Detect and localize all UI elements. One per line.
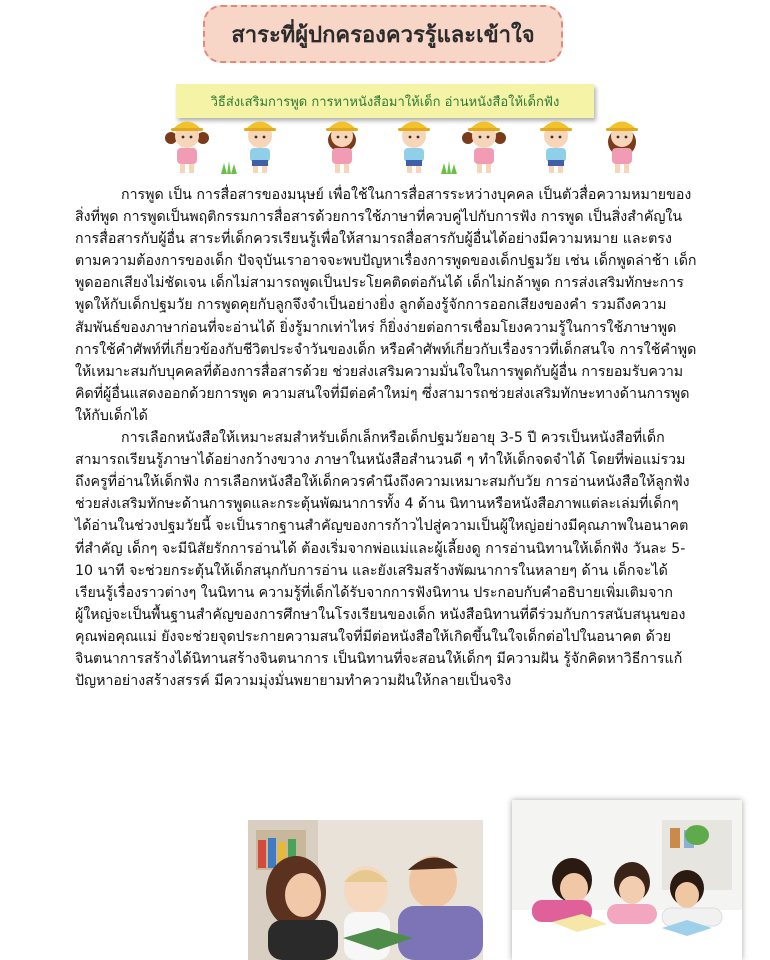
kid-girl-pigtails-icon — [462, 112, 506, 176]
paragraph-books: การเลือกหนังสือให้เหมาะสมสำหรับเด็กเล็กหรือเด็กปฐมวัยอายุ 3-5 ปี ควรเป็นหนังสือที่เด็กสามารถเรียนรู้ภาษาได้อย่างกว้างขวาง ภาษาในหนังสือสำนวนดี ๆ ทำให้เด็กจดจำได้ โดยที่พ่อแม่รวมถึงครูที่อ่านให้เด็กฟัง การเลือกหนังสือให้เด็กควรคำนึงถึงความเหมาะสมกับวัย การอ่านหนังสือให้ลูกฟังช่วยส่งเสริมทักษะด้านการพูดและกระตุ้นพัฒนาการทั้ง 4 ด้าน นิทานหรือหนังสือภาพแต่ละเล่มที่เด็กๆ ได้อ่านในช่วงปฐมวัยนี้ จะเป็นรากฐานสำคัญของการก้าวไปสู่ความเป็นผู้ใหญ่อย่างมีคุณภาพในอนาคตที่สำคัญ เด็กๆ จะมีนิสัยรักการอ่านได้ ต้องเริ่มจากพ่อแม่และผู้เลี้ยงดู การอ่านนิทานให้เด็กฟัง วันละ 5-10 นาที จะช่วยกระตุ้นให้เด็กสนุกกับการอ่าน และยังเสริมสร้างพัฒนาการในหลายๆ ด้าน เด็กจะได้เรียนรู้เรื่องราวต่างๆ ในนิทาน ความรู้ที่เด็กได้รับจากการฟังนิทาน ประกอบกับคำอธิบายเพิ่มเติมจากผู้ใหญ่จะเป็นพื้นฐานสำคัญของการศึกษาในโรงเรียนของเด็ก หนังสือนิทานที่ดีร่วมกับการสนับสนุนของคุณพ่อคุณแม่ ยังจะช่วยจุดประกายความสนใจที่มีต่อหนังสือให้เกิดขึ้นในใจเด็กต่อไปในอนาคต ด้วยจินตนาการสร้างได้นิทานสร้างจินตนาการ เป็นนิทานที่จะสอนให้เด็กๆ มีความฝัน รู้จักคิดหาวิธีการแก้ปัญหาอย่างสร้างสรรค์ มีความมุ่งมั่นพยายามทำความฝันให้กลายเป็นจริง — [75, 430, 690, 690]
subtitle-text: วิธีส่งเสริมการพูด การหาหนังสือมาให้เด็ก อ่านหนังสือให้เด็กฟัง — [210, 94, 560, 110]
children-reading-floor-photo — [512, 800, 742, 960]
kid-girl-pigtails-icon — [165, 112, 209, 176]
page-title: สาระที่ผู้ปกครองควรรู้และเข้าใจ — [231, 22, 535, 48]
article-body — [75, 184, 697, 692]
paragraph-speaking: การพูด เป็น การสื่อสารของมนุษย์ เพื่อใช้ในการสื่อสารระหว่างบุคคล เป็นตัวสื่อความหมายของสิ่งที่พูด การพูดเป็นพฤติกรรมการสื่อสารด้วยการใช้ภาษาที่ควบคู่ไปกับการฟัง การพูด เป็นสิ่งสำคัญในการสื่อสารกับผู้อื่น สาระที่เด็กควรเรียนรู้เพื่อให้สามารถสื่อสารกับผู้อื่นได้อย่างมีความหมาย และตรงตามความต้องการของเด็ก ปัจจุบันเราอาจจะพบปัญหาเรื่องการพูดของเด็กปฐมวัย เช่น เด็กพูดล่าช้า เด็กพูดออกเสียงไม่ชัดเจน เด็กไม่สามารถพูดเป็นประโยคติดต่อกันได้ เด็กไม่กล้าพูด การส่งเสริมทักษะการพูดให้กับเด็กปฐมวัย การพูดคุยกับลูกจึงจำเป็นอย่างยิ่ง ลูกต้องรู้จักการออกเสียงของคำ รวมถึงความสัมพันธ์ของภาษาก่อนที่จะอ่านได้ ยิ่งรู้มากเท่าไหร่ ก็ยิ่งง่ายต่อการเชื่อมโยงความรู้ในการใช้ภาษาพูด การใช้คำศัพท์ที่เกี่ยวข้องกับชีวิตประจำวันของเด็ก หรือคำศัพท์เกี่ยวกับเรื่องราวที่เด็กสนใจ การใช้คำพูดให้เหมาะสมกับบุคคลที่ต้องการสื่อสารด้วย ช่วยส่งเสริมความมั่นใจในการพูดกับผู้อื่น การยอมรับความคิดที่ผู้อื่นแสดงออกด้วยการพูด ความสนใจที่มีต่อคำใหม่ๆ ซึ่งสามารถช่วยส่งเสริมทักษะทางด้านการพูดให้กับเด็กได้ — [75, 187, 697, 424]
page-title-box — [203, 5, 563, 63]
family-reading-photo — [248, 820, 483, 960]
kids-decoration-row — [160, 112, 650, 180]
kid-girl-icon — [320, 112, 364, 176]
kid-boy-icon — [534, 112, 578, 176]
kid-girl-icon — [600, 112, 644, 176]
grass-icon — [440, 160, 458, 174]
grass-icon — [220, 160, 238, 174]
kid-boy-icon — [392, 112, 436, 176]
kid-boy-icon — [238, 112, 282, 176]
